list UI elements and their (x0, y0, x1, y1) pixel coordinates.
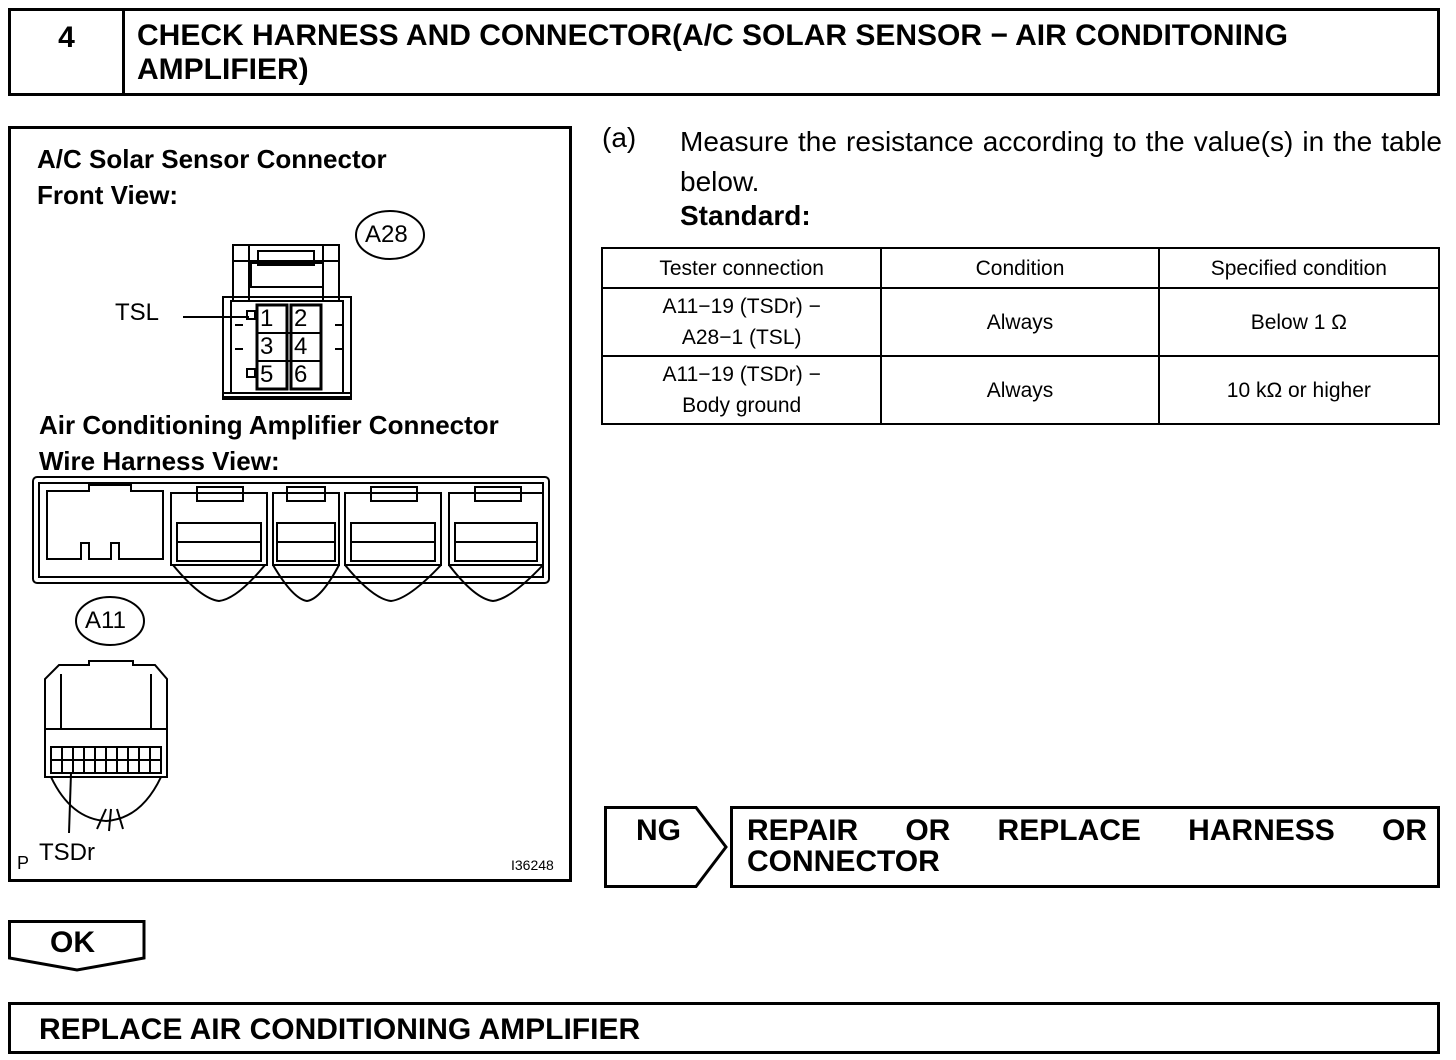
cell-condition: Always (881, 288, 1158, 356)
a28-connector-id: A28 (365, 221, 408, 248)
step-title: CHECK HARNESS AND CONNECTOR(A/C SOLAR SENSOR − AIR CONDITONING AMPLIFIER) (137, 19, 1288, 86)
instruction-label: (a) (602, 122, 637, 153)
a11-connector-id: A11 (85, 607, 126, 634)
table-row (602, 288, 1439, 356)
connector-figure (8, 126, 572, 882)
ng-label: NG (636, 814, 681, 847)
amplifier-connector-drawing (33, 477, 549, 601)
header-specified-condition: Specified condition (1159, 248, 1439, 288)
a11-connector-drawing (45, 661, 167, 831)
amplifier-view: Wire Harness View: (39, 446, 280, 476)
pin-2: 2 (294, 305, 308, 332)
instruction-text: Measure the resistance according to the value(s) in the table below. (680, 126, 1442, 197)
resistance-table (601, 247, 1440, 425)
final-action-text: REPLACE AIR CONDITIONING AMPLIFIER (39, 1013, 641, 1046)
pin-5: 5 (260, 361, 274, 388)
final-action-box (8, 1002, 1440, 1054)
figure-id: I36248 (511, 857, 554, 873)
cell-tester-connection (602, 356, 881, 424)
cell-specified: Below 1 Ω (1159, 288, 1439, 356)
pin-4: 4 (294, 333, 308, 360)
table-header-row (602, 248, 1439, 288)
ok-label: OK (50, 926, 95, 959)
tsl-label: TSL (115, 299, 160, 326)
header-condition: Condition (881, 248, 1158, 288)
connector-diagram (11, 129, 569, 879)
amplifier-title: Air Conditioning Amplifier Connector (39, 410, 499, 440)
pin-1: 1 (260, 305, 274, 332)
connection-line2: Body ground (682, 394, 802, 417)
solar-sensor-title: A/C Solar Sensor Connector (37, 144, 387, 174)
standard-label: Standard: (680, 200, 811, 231)
cell-tester-connection (602, 288, 881, 356)
step-header (8, 8, 1440, 96)
connection-line1: A11−19 (TSDr) − (662, 363, 821, 386)
corner-letter: P (17, 853, 30, 873)
tsdr-label: TSDr (39, 839, 95, 866)
ng-result-text: REPAIR OR REPLACE HARNESS OR CONNECTOR (747, 814, 1427, 878)
tsdr-leader-line (69, 773, 71, 833)
solar-sensor-view: Front View: (37, 180, 179, 210)
connection-line2: A28−1 (TSL) (681, 326, 802, 349)
pin-6: 6 (294, 361, 308, 388)
pin-3: 3 (260, 333, 274, 360)
ng-result-box (730, 806, 1440, 888)
header-tester-connection: Tester connection (602, 248, 881, 288)
a28-connector-drawing (223, 245, 351, 399)
connection-line1: A11−19 (TSDr) − (662, 295, 821, 318)
step-number: 4 (11, 11, 125, 93)
cell-condition: Always (881, 356, 1158, 424)
table-row (602, 356, 1439, 424)
cell-specified: 10 kΩ or higher (1159, 356, 1439, 424)
